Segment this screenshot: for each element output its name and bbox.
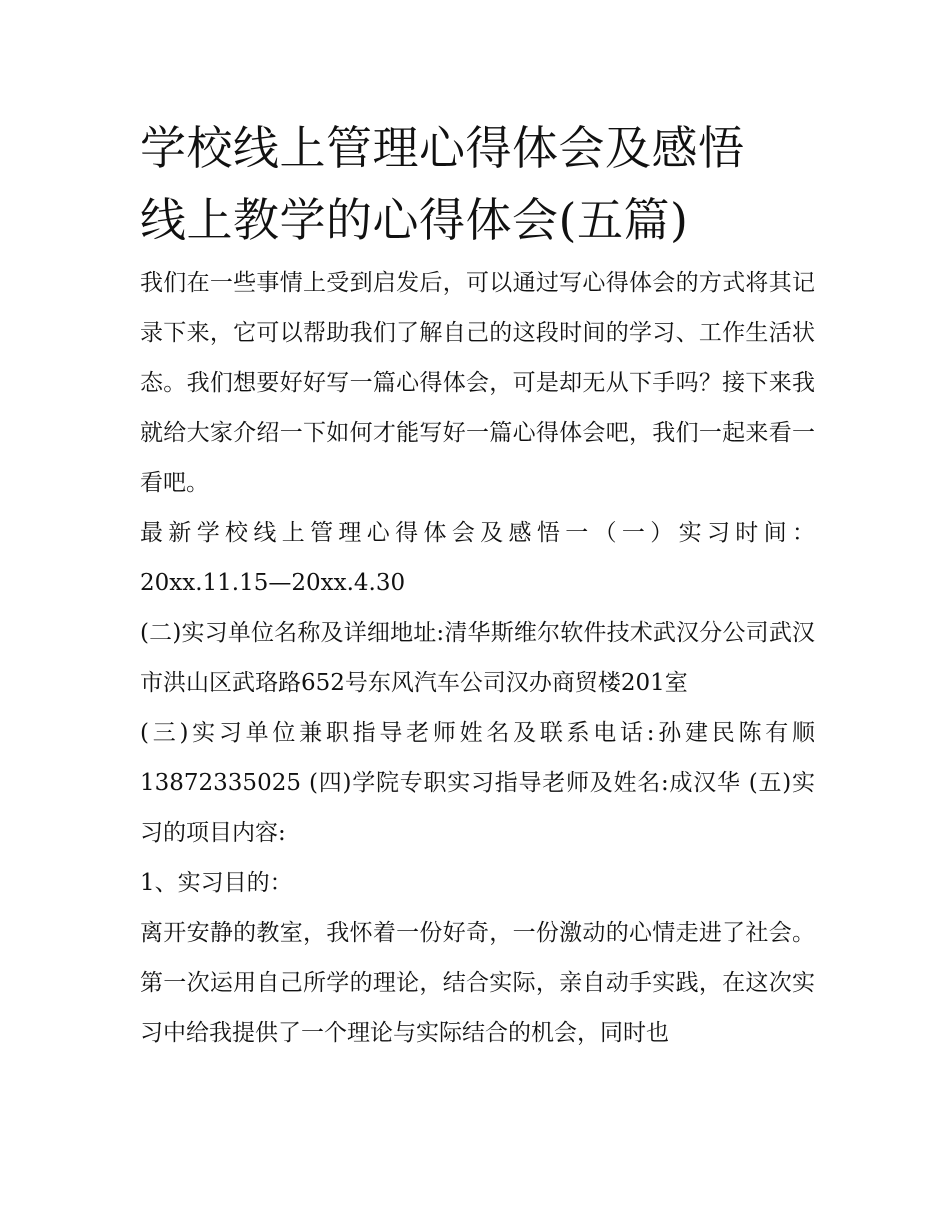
intro-paragraph: 我们在一些事情上受到启发后，可以通过写心得体会的方式将其记录下来，它可以帮助我们了解自己的这段时间的学习、工作生活状态。我们想要好好写一篇心得体会，可是却无从下手吗？接下来我就给大家介绍一下如何才能写好一篇心得体会吧，我们一起来看一看吧。 (140, 270, 815, 496)
purpose-paragraph: 离开安静的教室，我怀着一份好奇，一份激动的心情走进了社会。第一次运用自己所学的理论，结合实际，亲自动手实践，在这次实习中给我提供了一个理论与实际结合的机会，同时也 (140, 920, 815, 1046)
internship-unit-paragraph: (二)实习单位名称及详细地址:清华斯维尔软件技术武汉分公司武汉市洪山区武珞路652号东风汽车公司汉办商贸楼201室 (140, 620, 815, 696)
document-page (140, 112, 815, 1058)
title-line-1: 学校线上管理心得体会及感悟 (140, 121, 745, 175)
title-line-2: 线上教学的心得体会(五篇) (140, 193, 689, 247)
supervisor-paragraph: (三)实习单位兼职指导老师姓名及联系电话:孙建民陈有顺13872335025 (四)学院专职实习指导老师及姓名:成汉华 (五)实习的项目内容: (140, 720, 815, 846)
document-title (140, 112, 815, 256)
internship-time-paragraph: 最新学校线上管理心得体会及感悟一（一）实习时间：20xx.11.15—20xx.4.30 (140, 520, 815, 596)
section-heading-purpose: 1、实习目的： (140, 870, 293, 896)
